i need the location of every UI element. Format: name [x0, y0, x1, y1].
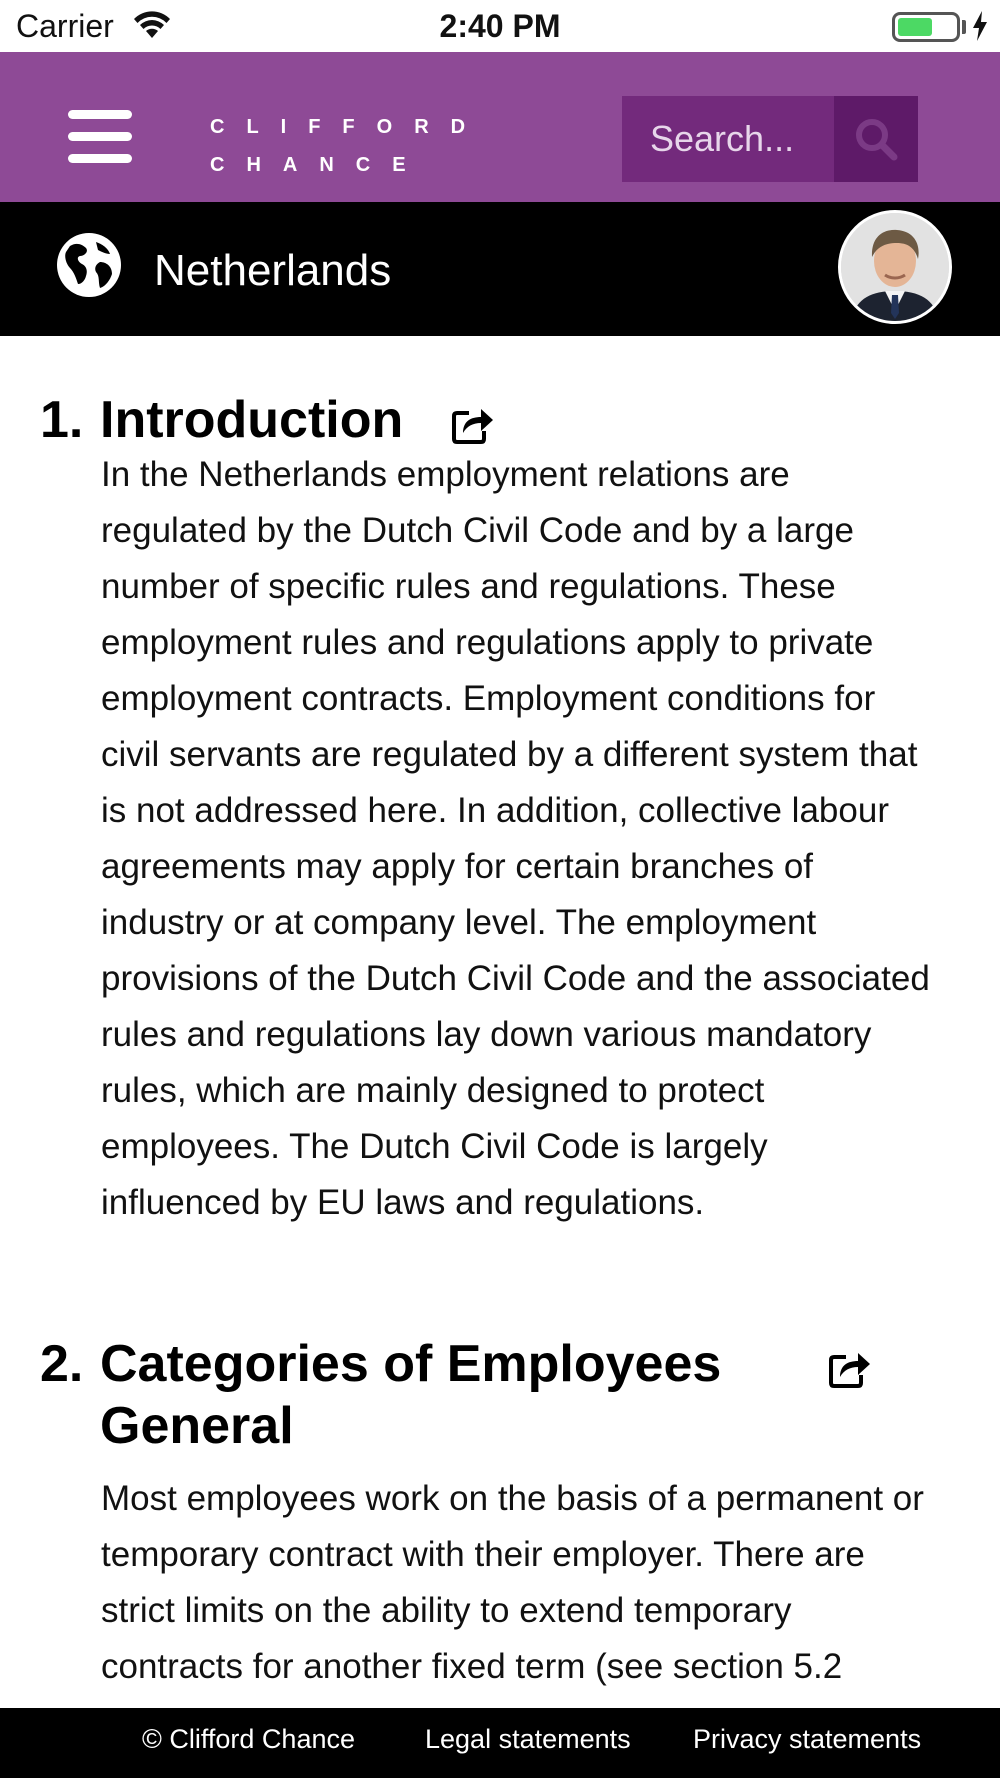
share-icon[interactable]: [828, 1349, 872, 1389]
logo-line-1: CLIFFORD: [210, 116, 488, 138]
main-content[interactable]: [0, 336, 1000, 1708]
section-introduction: [0, 389, 1000, 1231]
search-input[interactable]: [622, 96, 834, 182]
charging-bolt-icon: [970, 10, 990, 42]
country-name[interactable]: Netherlands: [154, 246, 392, 295]
section-heading: [0, 1333, 1000, 1457]
battery-nub: [962, 20, 966, 34]
status-bar: [0, 0, 1000, 52]
app-header: [0, 52, 1000, 202]
country-bar: [0, 202, 1000, 336]
globe-icon[interactable]: [56, 232, 122, 298]
privacy-statements-link[interactable]: Privacy statements: [693, 1724, 922, 1754]
section-number: 1.: [40, 391, 84, 449]
clifford-chance-logo[interactable]: [210, 108, 487, 184]
section-categories-of-employees: [0, 1333, 1000, 1695]
section-number: 2.: [40, 1335, 84, 1393]
search-icon: [852, 115, 900, 163]
legal-statements-link[interactable]: Legal statements: [425, 1724, 631, 1754]
logo-line-2: CHANCE: [210, 154, 428, 176]
footer: [0, 1708, 1000, 1778]
profile-photo: [841, 213, 949, 321]
section-title: Categories of Employees General: [100, 1335, 722, 1455]
copyright-link[interactable]: © Clifford Chance: [142, 1724, 355, 1754]
section-title: Introduction: [100, 391, 404, 449]
section-heading: [0, 389, 1000, 451]
section-body: Most employees work on the basis of a permanent or temporary contract with their employer. There are strict limits on the ability to extend temporary contracts for another fixed term (see section 5.2: [101, 1479, 924, 1686]
hamburger-menu-icon[interactable]: [68, 110, 132, 164]
share-icon[interactable]: [451, 405, 495, 445]
avatar[interactable]: [838, 210, 952, 324]
search-button[interactable]: [834, 96, 918, 182]
battery-icon: [892, 12, 960, 42]
status-time: 2:40 PM: [439, 8, 561, 44]
carrier-label: Carrier: [16, 8, 114, 44]
section-body: In the Netherlands employment relations are regulated by the Dutch Civil Code and by a large number of specific rules and regulations. These employment rules and regulations apply to private employment contracts. Employment conditions for civil servants are regulated by a different system that is not addressed here. In addition, collective labour agreements may apply for certain branches of industry or at company level. The employment provisions of the Dutch Civil Code and the associated rules and regulations lay down various mandatory rules, which are mainly designed to protect employees. The Dutch Civil Code is largely influenced by EU laws and regulations.: [101, 455, 930, 1222]
